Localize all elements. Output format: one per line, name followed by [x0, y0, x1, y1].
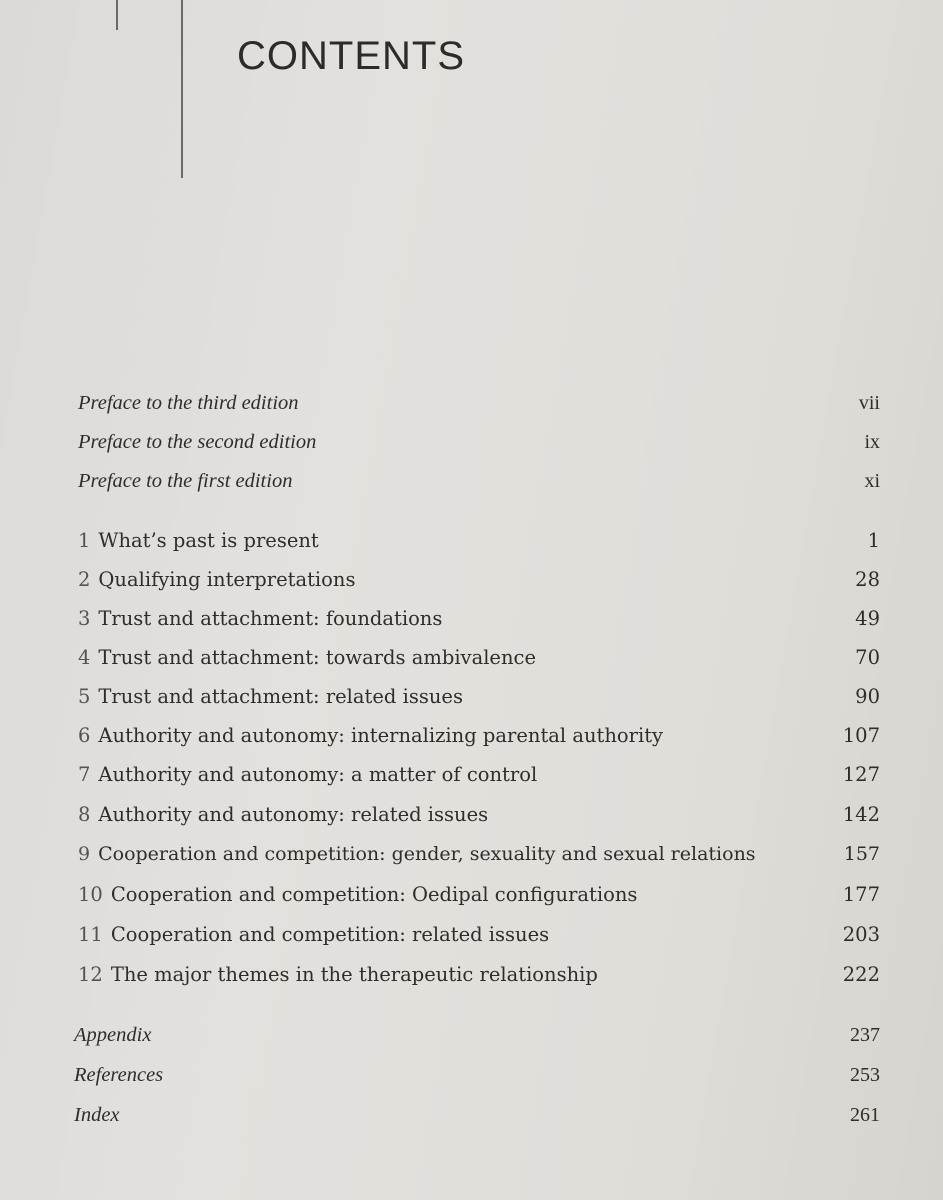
chapter-number: 7 — [78, 763, 91, 786]
toc-chapter-row — [78, 685, 880, 715]
chapter-number: 10 — [78, 883, 103, 906]
chapter-page: 1 — [867, 529, 880, 552]
toc-chapter-row — [78, 529, 880, 559]
toc-prelim-row — [78, 470, 880, 500]
chapter-page: 90 — [855, 685, 880, 708]
chapter-page: 157 — [843, 843, 880, 865]
toc-chapter-row — [78, 724, 880, 754]
chapter-page: 203 — [842, 923, 880, 946]
toc-chapter-row — [78, 607, 880, 637]
prelim-title: Preface to the second edition — [78, 431, 317, 453]
prelim-page: ix — [864, 431, 880, 453]
backmatter-page: 237 — [850, 1024, 880, 1046]
chapter-title: The major themes in the therapeutic relationship — [110, 963, 598, 986]
toc-chapter-row — [78, 843, 880, 873]
chapter-number: 3 — [78, 607, 91, 630]
prelim-title: Preface to the first edition — [78, 470, 293, 492]
chapter-number: 5 — [78, 685, 91, 708]
chapter-title: Cooperation and competition: related issues — [110, 923, 550, 946]
page-title: CONTENTS — [237, 34, 465, 78]
backmatter-title: Appendix — [74, 1024, 152, 1046]
toc-backmatter-row — [74, 1104, 880, 1134]
chapter-page: 177 — [842, 883, 880, 906]
chapter-number: 2 — [78, 568, 91, 591]
toc-chapter-row — [78, 923, 880, 953]
toc-prelim-row — [78, 392, 880, 422]
chapter-page: 49 — [855, 607, 880, 630]
chapter-title: What’s past is present — [98, 529, 319, 552]
chapter-number: 1 — [78, 529, 91, 552]
toc-chapter-row — [78, 803, 880, 833]
toc-prelim-row — [78, 431, 880, 461]
backmatter-title: References — [74, 1064, 164, 1086]
toc-chapter-row — [78, 883, 880, 913]
chapter-title: Cooperation and competition: Oedipal configurations — [110, 883, 638, 906]
chapter-page: 127 — [842, 763, 880, 786]
chapter-title: Authority and autonomy: internalizing parental authority — [98, 724, 664, 747]
toc-chapter-row — [78, 568, 880, 598]
backmatter-page: 261 — [850, 1104, 880, 1126]
chapter-number: 4 — [78, 646, 91, 669]
chapter-page: 70 — [855, 646, 880, 669]
chapter-title: Cooperation and competition: gender, sexuality and sexual relations — [98, 843, 756, 865]
chapter-page: 107 — [842, 724, 880, 747]
toc-chapter-row — [78, 763, 880, 793]
prelim-title: Preface to the third edition — [78, 392, 299, 414]
chapter-title: Authority and autonomy: related issues — [98, 803, 489, 826]
chapter-title: Trust and attachment: foundations — [98, 607, 443, 630]
backmatter-title: Index — [74, 1104, 120, 1126]
chapter-number: 8 — [78, 803, 91, 826]
chapter-page: 142 — [842, 803, 880, 826]
toc-chapter-row — [78, 963, 880, 993]
chapter-title: Authority and autonomy: a matter of control — [98, 763, 538, 786]
chapter-title: Trust and attachment: towards ambivalence — [98, 646, 536, 669]
chapter-title: Trust and attachment: related issues — [98, 685, 463, 708]
chapter-number: 6 — [78, 724, 91, 747]
prelim-page: vii — [858, 392, 880, 414]
prelim-page: xi — [864, 470, 880, 492]
toc-backmatter-row — [74, 1064, 880, 1094]
chapter-page: 28 — [855, 568, 880, 591]
chapter-title: Qualifying interpretations — [98, 568, 356, 591]
chapter-page: 222 — [842, 963, 880, 986]
chapter-number: 12 — [78, 963, 103, 986]
backmatter-page: 253 — [850, 1064, 880, 1086]
toc-chapter-row — [78, 646, 880, 676]
chapter-number: 11 — [78, 923, 103, 946]
chapter-number: 9 — [78, 843, 91, 865]
toc-backmatter-row — [74, 1024, 880, 1054]
